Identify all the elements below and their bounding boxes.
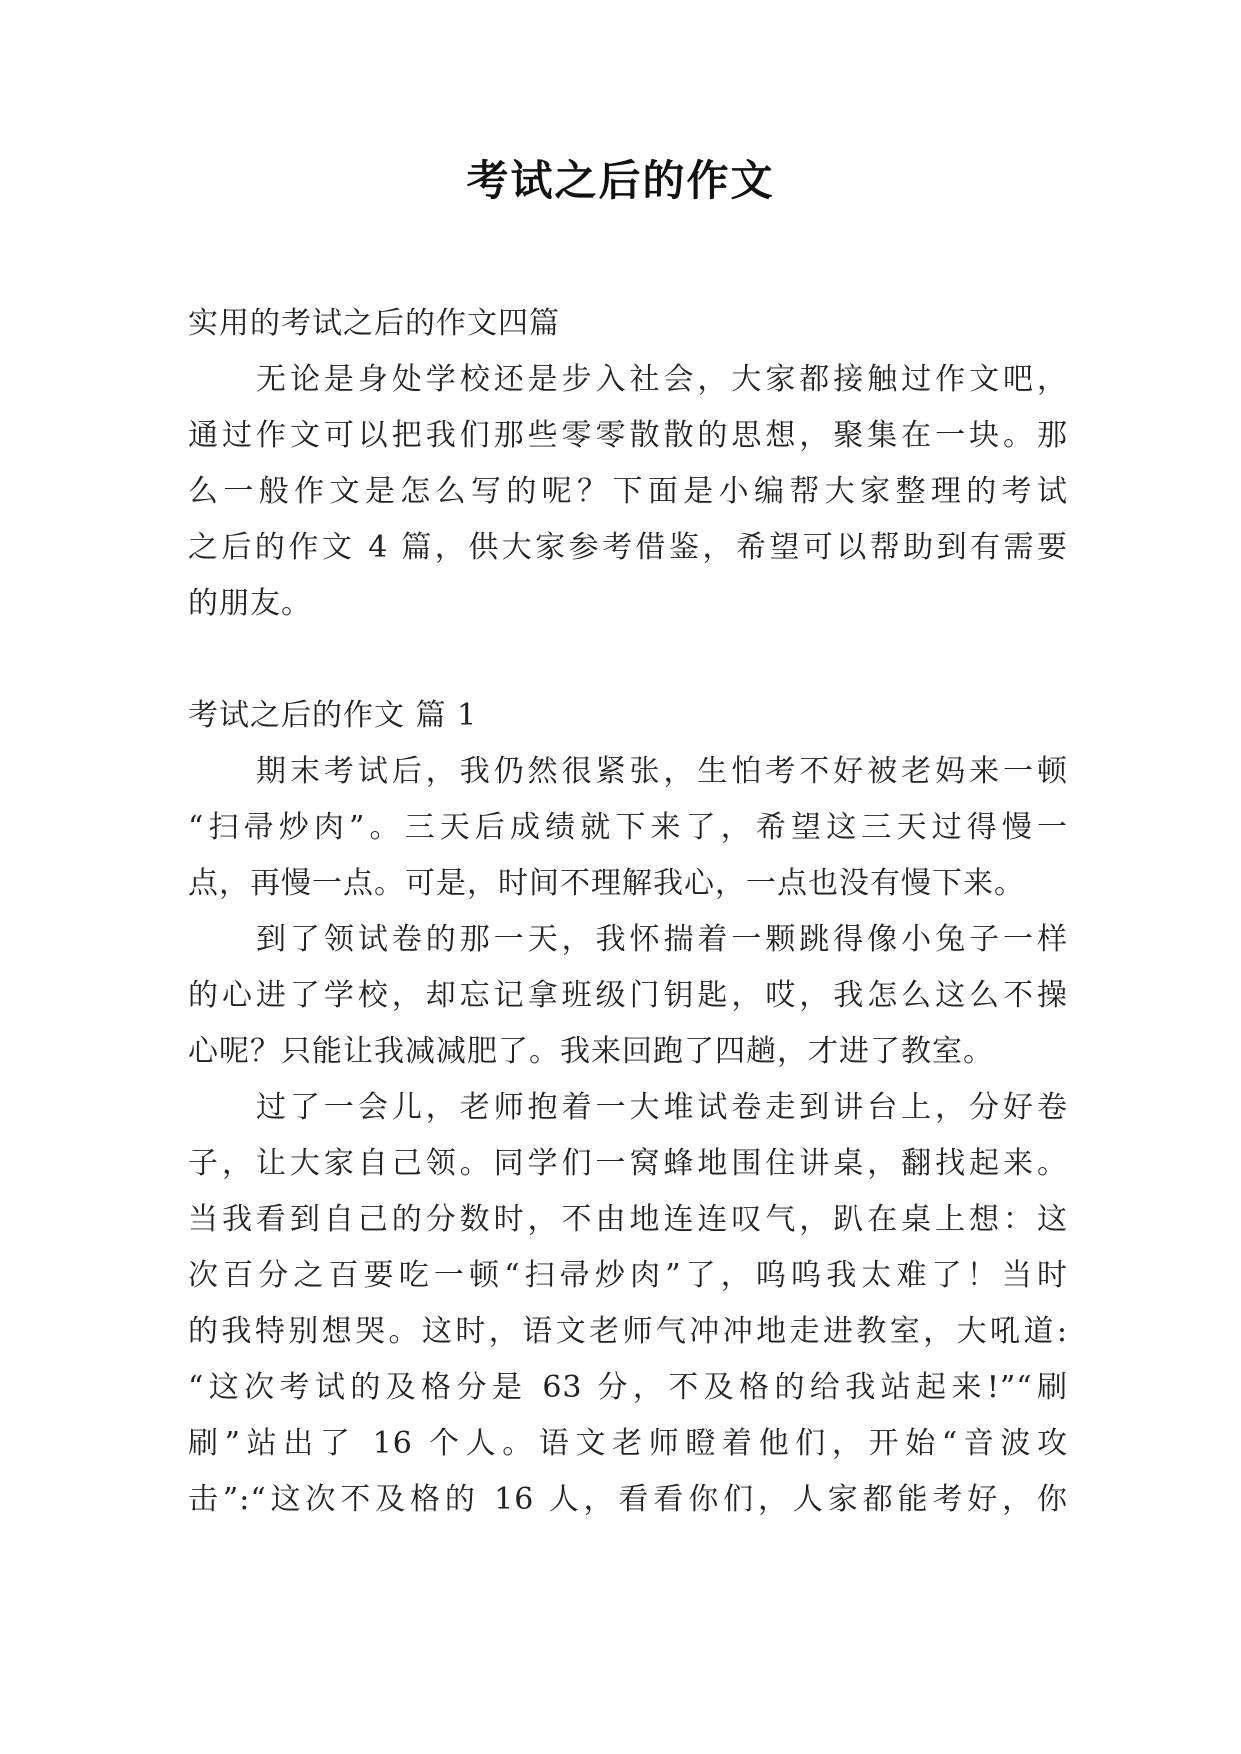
intro-line: 么一般作文是怎么写的呢？下面是小编帮大家整理的考试 — [188, 474, 1068, 509]
intro-line: 通过作文可以把我们那些零零散散的思想，聚集在一块。那 — [188, 418, 1068, 453]
intro-line: 的朋友。 — [188, 586, 312, 621]
paragraph-line: 的我特别想哭。这时，语文老师气冲冲地走进教室，大吼道: — [188, 1314, 1068, 1349]
paragraph-line: 期末考试后，我仍然很紧张，生怕考不好被老妈来一顿 — [256, 754, 1068, 789]
document-subtitle: 实用的考试之后的作文四篇 — [188, 306, 560, 341]
paragraph-line: 心呢？只能让我减减肥了。我来回跑了四趟，才进了教室。 — [188, 1034, 994, 1069]
intro-line: 之后的作文 4 篇，供大家参考借鉴，希望可以帮助到有需要 — [188, 530, 1068, 565]
intro-line: 无论是身处学校还是步入社会，大家都接触过作文吧， — [256, 362, 1068, 397]
paragraph-line: 击”:“这次不及格的 16 人，看看你们，人家都能考好，你 — [188, 1482, 1068, 1517]
paragraph-line: 当我看到自己的分数时，不由地连连叹气，趴在桌上想：这 — [188, 1202, 1068, 1237]
section-paragraph — [188, 912, 1068, 1080]
section-heading: 考试之后的作文 篇 1 — [188, 698, 478, 733]
intro-paragraph — [188, 352, 1068, 632]
paragraph-line: 刷”站出了 16 个人。语文老师瞪着他们，开始“音波攻 — [188, 1426, 1068, 1461]
section-paragraph — [188, 744, 1068, 912]
paragraph-line: “这次考试的及格分是 63 分，不及格的给我站起来!”“刷 — [188, 1370, 1068, 1405]
paragraph-line: 次百分之百要吃一顿“扫帚炒肉”了，呜呜我太难了！当时 — [188, 1258, 1068, 1293]
paragraph-line: 的心进了学校，却忘记拿班级门钥匙，哎，我怎么这么不操 — [188, 978, 1068, 1013]
document-title: 考试之后的作文 — [466, 156, 775, 205]
paragraph-line: 点，再慢一点。可是，时间不理解我心，一点也没有慢下来。 — [188, 866, 1025, 901]
paragraph-line: “扫帚炒肉”。三天后成绩就下来了，希望这三天过得慢一 — [188, 810, 1068, 845]
paragraph-line: 过了一会儿，老师抱着一大堆试卷走到讲台上，分好卷 — [256, 1090, 1068, 1125]
paragraph-line: 到了领试卷的那一天，我怀揣着一颗跳得像小兔子一样 — [256, 922, 1068, 957]
section-spacer — [188, 632, 1068, 688]
document-body — [188, 296, 1068, 1528]
section-paragraph — [188, 1080, 1068, 1528]
paragraph-line: 子，让大家自己领。同学们一窝蜂地围住讲桌，翻找起来。 — [188, 1146, 1068, 1181]
